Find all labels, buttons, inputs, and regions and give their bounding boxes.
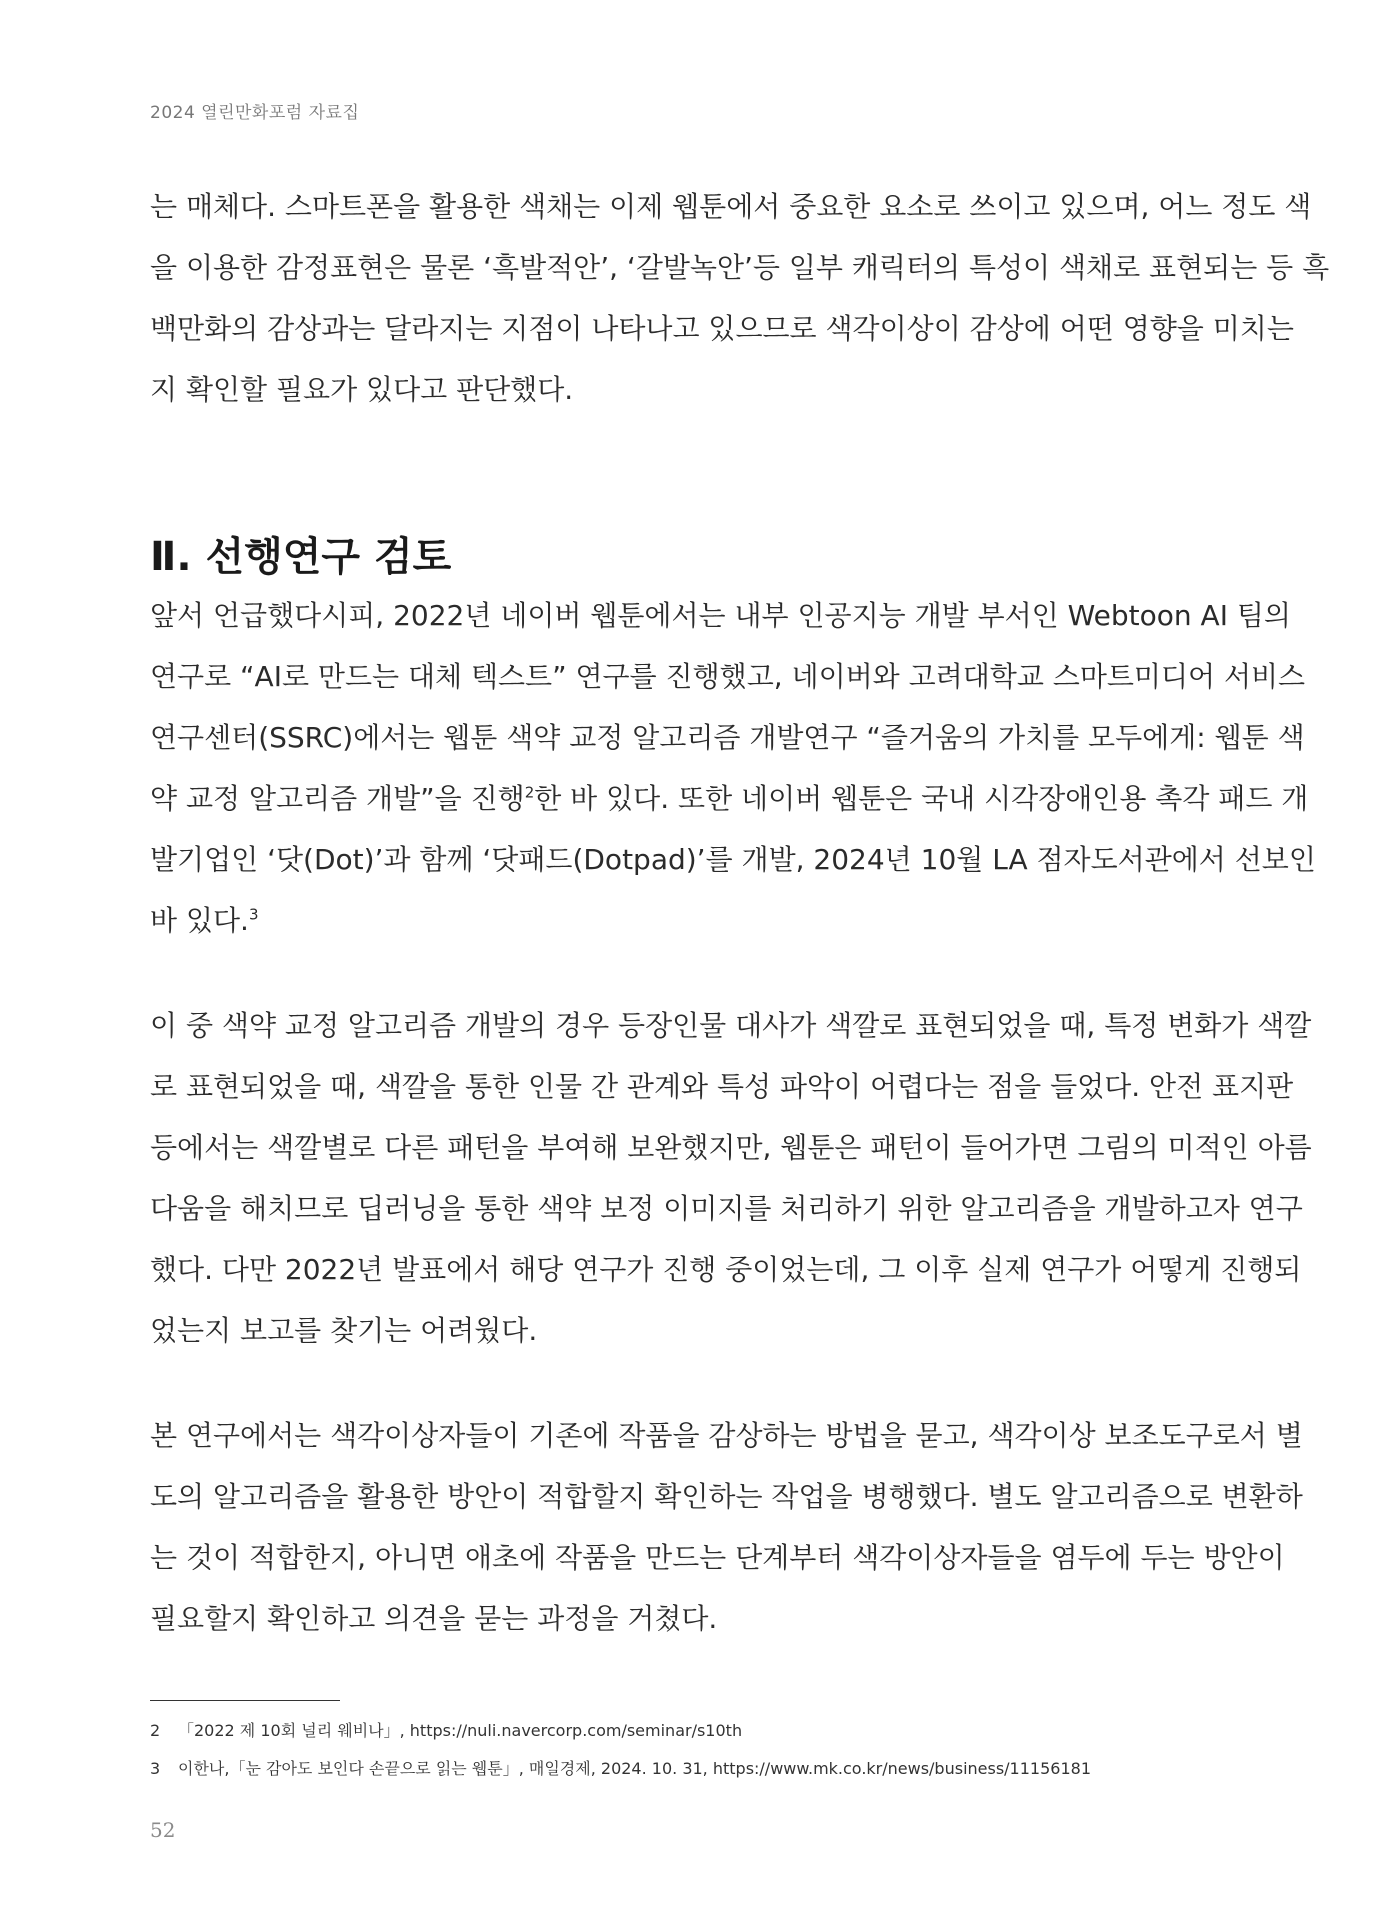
text-line: 했다. 다만 2022년 발표에서 해당 연구가 진행 중이었는데, 그 이후 실제 연구가 어떻게 진행되 (150, 1253, 1302, 1286)
text-line (150, 890, 1253, 951)
footnote-number: 2 (150, 1721, 161, 1740)
text-line: 는 매체다. 스마트폰을 활용한 색채는 이제 웹툰에서 중요한 요소로 쓰이고 있으며, 어느 정도 색 (150, 190, 1312, 223)
text-line: 백만화의 감상과는 달라지는 지점이 나타나고 있으므로 색각이상이 감상에 어떤 영향을 미치는 (150, 312, 1294, 345)
paragraph-4 (150, 1405, 1303, 1649)
text-line: 필요할지 확인하고 의견을 묻는 과정을 거쳤다. (150, 1602, 718, 1635)
running-header: 2024 열린만화포럼 자료집 (150, 103, 360, 123)
text-line: 을 이용한 감정표현은 물론 ‘흑발적안’, ‘갈발녹안’등 일부 캐릭터의 특성이 색채로 표현되는 등 흑 (150, 251, 1330, 284)
paragraph-text (150, 1405, 1303, 1649)
text-line: 본 연구에서는 색각이상자들이 기존에 작품을 감상하는 방법을 묻고, 색각이상 보조도구로서 별 (150, 1419, 1303, 1452)
footnote-text[interactable]: 이한나,「눈 감아도 보인다 손끝으로 읽는 웹툰」, 매일경제, 2024. 10. 31, https://www.mk.co.kr/news/business/11156181 (178, 1759, 1091, 1778)
text-line: 연구로 “AI로 만드는 대체 텍스트” 연구를 진행했고, 네이버와 고려대학교 스마트미디어 서비스 (150, 660, 1306, 693)
paragraph-text (150, 995, 1312, 1361)
footnote-list (150, 1712, 1260, 1788)
text-line: 로 표현되었을 때, 색깔을 통한 인물 간 관계와 특성 파악이 어렵다는 점을 들었다. 안전 표지판 (150, 1070, 1294, 1103)
text-line: 앞서 언급했다시피, 2022년 네이버 웹툰에서는 내부 인공지능 개발 부서인 Webtoon AI 팀의 (150, 599, 1291, 632)
text-line: 이 중 색약 교정 알고리즘 개발의 경우 등장인물 대사가 색깔로 표현되었을 때, 특정 변화가 색깔 (150, 1009, 1312, 1042)
footnote-divider (150, 1700, 340, 1701)
footnote-item (150, 1750, 1260, 1788)
paragraph-2 (150, 585, 1316, 951)
text-segment: 약 교정 알고리즘 개발”을 진행 (150, 782, 525, 815)
paragraph-text (150, 585, 1316, 951)
page-number: 52 (150, 1818, 176, 1842)
text-line: 지 확인할 필요가 있다고 판단했다. (150, 373, 574, 406)
paragraph-1 (150, 176, 1330, 420)
paragraph-3 (150, 995, 1312, 1361)
text-line: 다움을 해치므로 딥러닝을 통한 색약 보정 이미지를 처리하기 위한 알고리즘을 개발하고자 연구 (150, 1192, 1303, 1225)
text-line: 도의 알고리즘을 활용한 방안이 적합할지 확인하는 작업을 병행했다. 별도 알고리즘으로 변환하 (150, 1480, 1303, 1513)
footnote-text[interactable]: 「2022 제 10회 널리 웨비나」, https://nuli.navercorp.com/seminar/s10th (178, 1721, 743, 1740)
text-line: 등에서는 색깔별로 다른 패턴을 부여해 보완했지만, 웹툰은 패턴이 들어가면 그림의 미적인 아름 (150, 1131, 1312, 1164)
text-segment: 한 바 있다. 또한 네이버 웹툰은 국내 시각장애인용 촉각 패드 개 (534, 782, 1309, 815)
text-line (150, 768, 1309, 829)
footnote-mark[interactable]: 3 (248, 905, 259, 924)
footnote-item (150, 1712, 1260, 1750)
text-segment: 바 있다. (150, 904, 249, 937)
text-line: 발기업인 ‘닷(Dot)’과 함께 ‘닷패드(Dotpad)’를 개발, 2024년 10월 LA 점자도서관에서 선보인 (150, 843, 1316, 876)
text-line: 었는지 보고를 찾기는 어려웠다. (150, 1314, 538, 1347)
footnote-number: 3 (150, 1759, 161, 1778)
footnote-mark[interactable]: 2 (524, 783, 535, 802)
paragraph-text (150, 176, 1330, 420)
section-heading: Ⅱ. 선행연구 검토 (150, 534, 452, 580)
text-line: 는 것이 적합한지, 아니면 애초에 작품을 만드는 단계부터 색각이상자들을 염두에 두는 방안이 (150, 1541, 1285, 1574)
text-line: 연구센터(SSRC)에서는 웹툰 색약 교정 알고리즘 개발연구 “즐거움의 가치를 모두에게: 웹툰 색 (150, 721, 1305, 754)
